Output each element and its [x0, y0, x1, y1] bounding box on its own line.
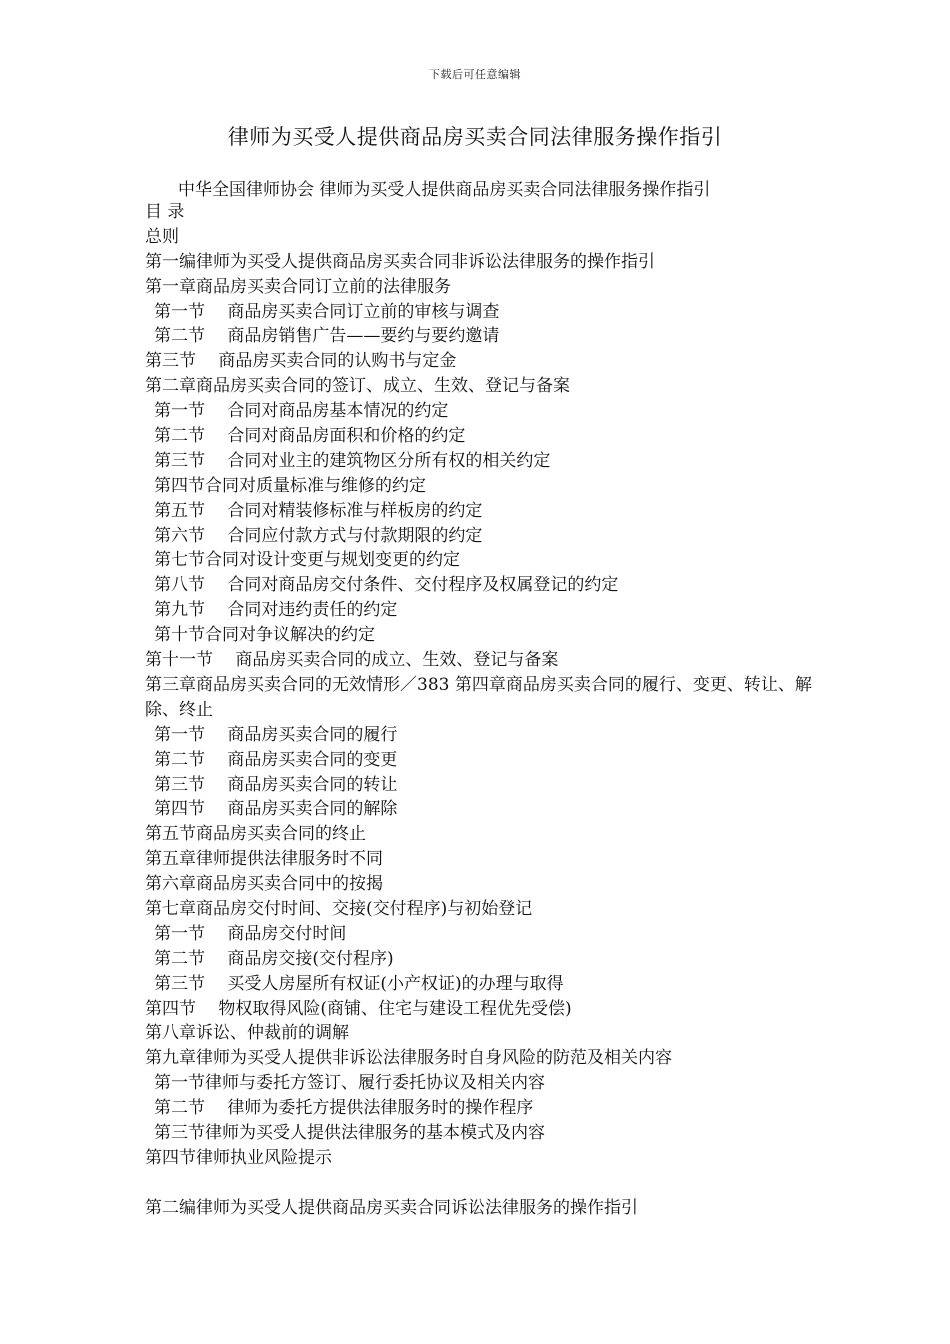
toc-entry: 第九章律师为买受人提供非诉讼法律服务时自身风险的防范及相关内容	[145, 1048, 672, 1069]
toc-entry: 第七节合同对设计变更与规划变更的约定	[154, 550, 460, 571]
toc-entry: 第一编律师为买受人提供商品房买卖合同非诉讼法律服务的操作指引	[145, 251, 655, 272]
toc-entry: 总则	[145, 226, 179, 247]
toc-entry: 第三节 商品房买卖合同的转让	[154, 774, 398, 795]
toc-spacer	[145, 1171, 825, 1196]
toc-entry: 第五节商品房买卖合同的终止	[145, 824, 366, 845]
toc-entry: 第五节 合同对精装修标准与样板房的约定	[154, 500, 483, 521]
toc-entry: 第一章商品房买卖合同订立前的法律服务	[145, 276, 451, 297]
toc-entry: 第八章诉讼、仲裁前的调解	[145, 1023, 349, 1044]
document-subtitle: 中华全国律师协会 律师为买受人提供商品房买卖合同法律服务操作指引	[178, 180, 711, 200]
toc-entry: 第二节 商品房买卖合同的变更	[154, 749, 398, 770]
toc-entry: 第七章商品房交付时间、交接(交付程序)与初始登记	[145, 898, 533, 919]
toc-entry: 第十节合同对争议解决的约定	[154, 625, 375, 646]
toc-entry: 第三章商品房买卖合同的无效情形／383 第四章商品房买卖合同的履行、变更、转让、解除、终止	[145, 674, 812, 720]
toc-entry: 第二节 律师为委托方提供法律服务时的操作程序	[154, 1098, 534, 1119]
toc-entry: 第八节 合同对商品房交付条件、交付程序及权属登记的约定	[154, 575, 619, 596]
toc-entry: 第四节律师执业风险提示	[145, 1147, 332, 1168]
table-of-contents	[145, 200, 825, 1221]
toc-entry: 第一节 合同对商品房基本情况的约定	[154, 401, 449, 422]
toc-entry: 第四节 商品房买卖合同的解除	[154, 799, 398, 820]
toc-entry: 第六节 合同应付款方式与付款期限的约定	[154, 525, 483, 546]
header-note: 下载后可任意编辑	[429, 68, 521, 81]
toc-entry: 第二章商品房买卖合同的签订、成立、生效、登记与备案	[145, 376, 570, 397]
toc-entry: 第九节 合同对违约责任的约定	[154, 600, 398, 621]
toc-entry: 第四节 物权取得风险(商铺、住宅与建设工程优先受偿)	[145, 998, 572, 1019]
toc-entry: 第四节合同对质量标准与维修的约定	[154, 475, 426, 496]
toc-entry: 第二编律师为买受人提供商品房买卖合同诉讼法律服务的操作指引	[145, 1197, 638, 1218]
toc-entry: 第五章律师提供法律服务时不同	[145, 849, 383, 870]
toc-entry: 第一节 商品房买卖合同订立前的审核与调查	[154, 301, 500, 322]
toc-entry: 第一节 商品房买卖合同的履行	[154, 724, 398, 745]
toc-entry: 第三节律师为买受人提供法律服务的基本模式及内容	[154, 1122, 545, 1143]
toc-entry: 第三节 买受人房屋所有权证(小产权证)的办理与取得	[154, 973, 564, 994]
toc-entry: 第二节 商品房销售广告——要约与要约邀请	[154, 326, 500, 347]
toc-entry: 第二节 商品房交接(交付程序)	[154, 948, 394, 969]
toc-entry: 第三节 商品房买卖合同的认购书与定金	[145, 351, 457, 372]
toc-entry: 第一节律师与委托方签订、履行委托协议及相关内容	[154, 1073, 545, 1094]
toc-entry: 目 录	[145, 202, 185, 222]
toc-entry: 第三节 合同对业主的建筑物区分所有权的相关约定	[154, 450, 551, 471]
toc-entry: 第二节 合同对商品房面积和价格的约定	[154, 426, 466, 447]
toc-entry: 第十一节 商品房买卖合同的成立、生效、登记与备案	[145, 650, 559, 671]
document-title: 律师为买受人提供商品房买卖合同法律服务操作指引	[227, 125, 723, 149]
toc-entry: 第一节 商品房交付时间	[154, 923, 347, 944]
toc-entry: 第六章商品房买卖合同中的按揭	[145, 874, 383, 895]
